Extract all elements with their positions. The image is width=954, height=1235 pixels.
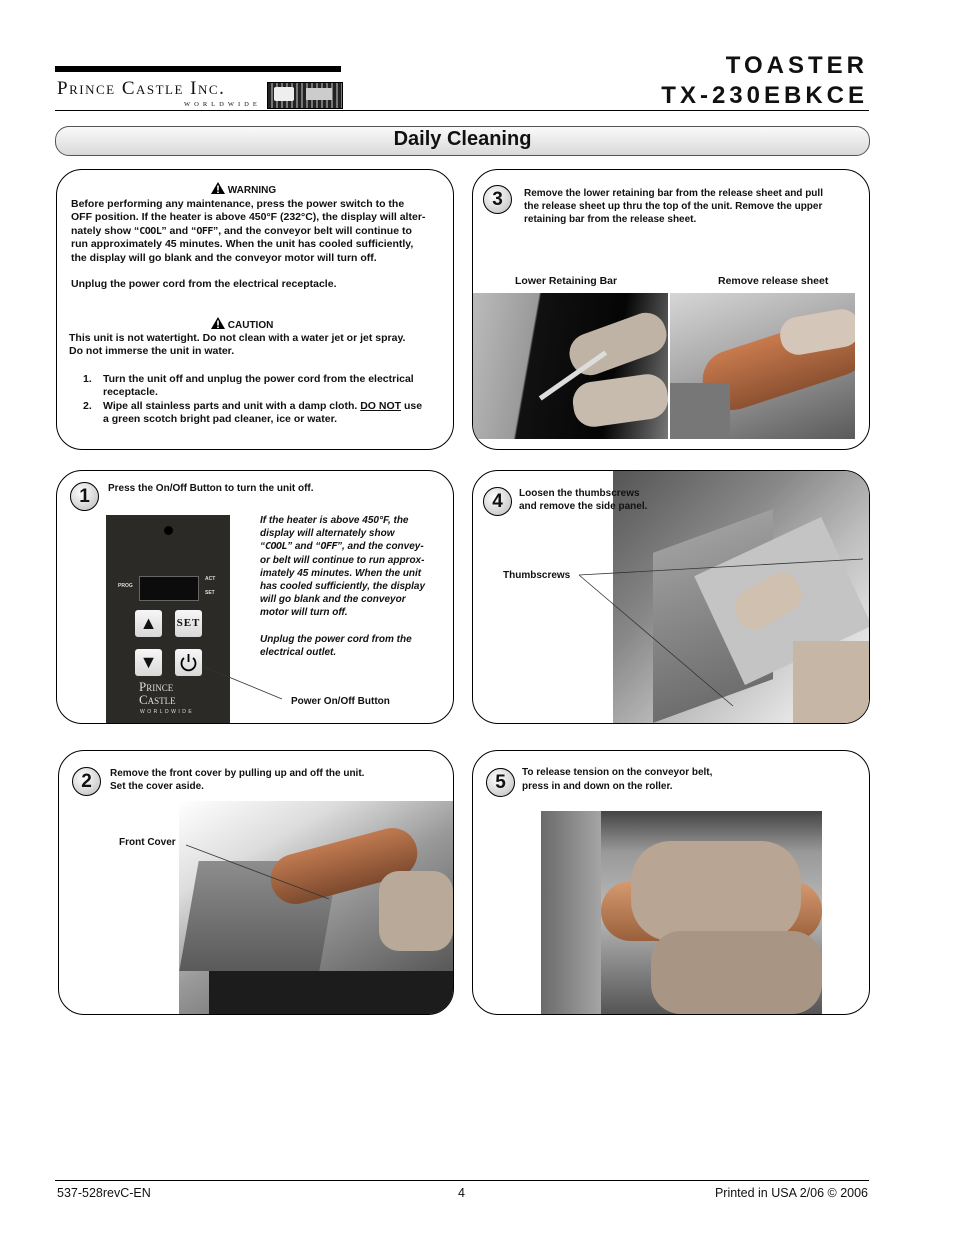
caution-heading: CAUTION bbox=[211, 317, 273, 332]
list-item: 1. Turn the unit off and unplug the power cord from the electrical receptacle. bbox=[83, 373, 414, 399]
lcd-cool-text: COOL bbox=[139, 225, 162, 237]
step2-panel bbox=[58, 750, 454, 1015]
warning-triangle-icon bbox=[211, 182, 225, 194]
set-button[interactable]: SET bbox=[175, 610, 202, 637]
document-number: 537-528revC-EN bbox=[57, 1186, 151, 1200]
step-number-badge: 5 bbox=[486, 768, 515, 797]
release-sheet-photo bbox=[670, 293, 855, 439]
step3-instruction: Remove the lower retaining bar from the release sheet and pull the release sheet up thru the top of the unit. Remove the upper retaining bar from the release sheet. bbox=[524, 188, 823, 226]
page-title-line1: TOASTER bbox=[725, 52, 868, 79]
front-cover-label: Front Cover bbox=[119, 837, 176, 848]
retaining-bar-photo bbox=[473, 293, 668, 439]
warning-panel bbox=[56, 169, 454, 450]
warning-heading: WARNING bbox=[211, 182, 276, 197]
page-title-line2: TX-230EBKCE bbox=[661, 82, 868, 109]
lcd-off-text: OFF bbox=[196, 225, 213, 237]
section-title: Daily Cleaning bbox=[393, 128, 532, 150]
step5-instruction: To release tension on the conveyor belt, press in and down on the roller. bbox=[522, 767, 713, 792]
step4-panel bbox=[472, 470, 870, 724]
step-number-badge: 4 bbox=[483, 487, 512, 516]
step-number-badge: 2 bbox=[72, 767, 101, 796]
thumbscrews-label: Thumbscrews bbox=[503, 570, 571, 581]
step4-instruction: Loosen the thumbscrews and remove the side panel. bbox=[519, 488, 648, 512]
remove-release-sheet-label: Remove release sheet bbox=[718, 275, 829, 287]
step2-instruction: Remove the front cover by pulling up and off the unit. Set the cover aside. bbox=[110, 768, 365, 792]
down-arrow-button[interactable]: ▼ bbox=[135, 649, 162, 676]
step-number-badge: 1 bbox=[70, 482, 99, 511]
print-info: Printed in USA 2/06 © 2006 bbox=[714, 1186, 868, 1200]
list-item: 2. Wipe all stainless parts and unit with a damp cloth. DO NOT use a green scotch bright pad cleaner, ice or water. bbox=[83, 399, 423, 426]
step1-instruction: Press the On/Off Button to turn the unit off. bbox=[108, 483, 314, 494]
step5-panel bbox=[472, 750, 870, 1015]
unplug-text: Unplug the power cord from the electrical receptacle. bbox=[71, 278, 337, 290]
lower-retaining-bar-label: Lower Retaining Bar bbox=[515, 275, 618, 287]
step-number-badge: 3 bbox=[483, 185, 512, 214]
up-arrow-button[interactable]: ▲ bbox=[135, 610, 162, 637]
caution-triangle-icon bbox=[211, 317, 225, 329]
header-divider bbox=[55, 110, 869, 111]
footer-divider bbox=[55, 1180, 869, 1181]
globe-flag-logo-icon bbox=[267, 82, 343, 109]
power-button-label: Power On/Off Button bbox=[291, 696, 390, 707]
company-logo-text: Prince Castle Inc. bbox=[57, 78, 226, 99]
step1-note: If the heater is above 450°F, the display will alternately show “COOL” and “OFF”, and the convey- or belt will continue to run approx- imately 45 minutes. When the unit has cooled sufficiently, the display will go blank and the conveyor motor will turn off. Unplug the power cord from the electrical outlet. bbox=[260, 515, 426, 658]
control-panel-image: PROG ACT SET ▲ SET ▼ Prince Castle WORLDWIDE bbox=[106, 515, 230, 723]
caution-text: This unit is not watertight. Do not clean with a water jet or jet spray. Do not immerse the unit in water. bbox=[69, 332, 406, 358]
step1-panel bbox=[56, 470, 454, 724]
company-logo-subtitle: WORLDWIDE bbox=[184, 101, 261, 108]
step3-panel bbox=[472, 169, 870, 450]
front-cover-leader-line bbox=[59, 751, 453, 1014]
header-top-bar bbox=[55, 66, 341, 72]
roller-tension-photo bbox=[541, 811, 822, 1014]
power-button-leader-line bbox=[57, 471, 453, 723]
warning-text: Before performing any maintenance, press the power switch to the OFF position. If the heater is above 450°F (232°C), the display will alter- nately show “COOL” and “OFF”, and the conveyor belt will continue to run approximately 45 minutes. When the unit has cooled sufficiently, the display will go blank and the conveyor motor will turn off. bbox=[71, 198, 426, 264]
instruction-list bbox=[83, 373, 443, 427]
thumbscrews-leader-lines bbox=[473, 471, 869, 723]
page-number: 4 bbox=[458, 1186, 465, 1200]
